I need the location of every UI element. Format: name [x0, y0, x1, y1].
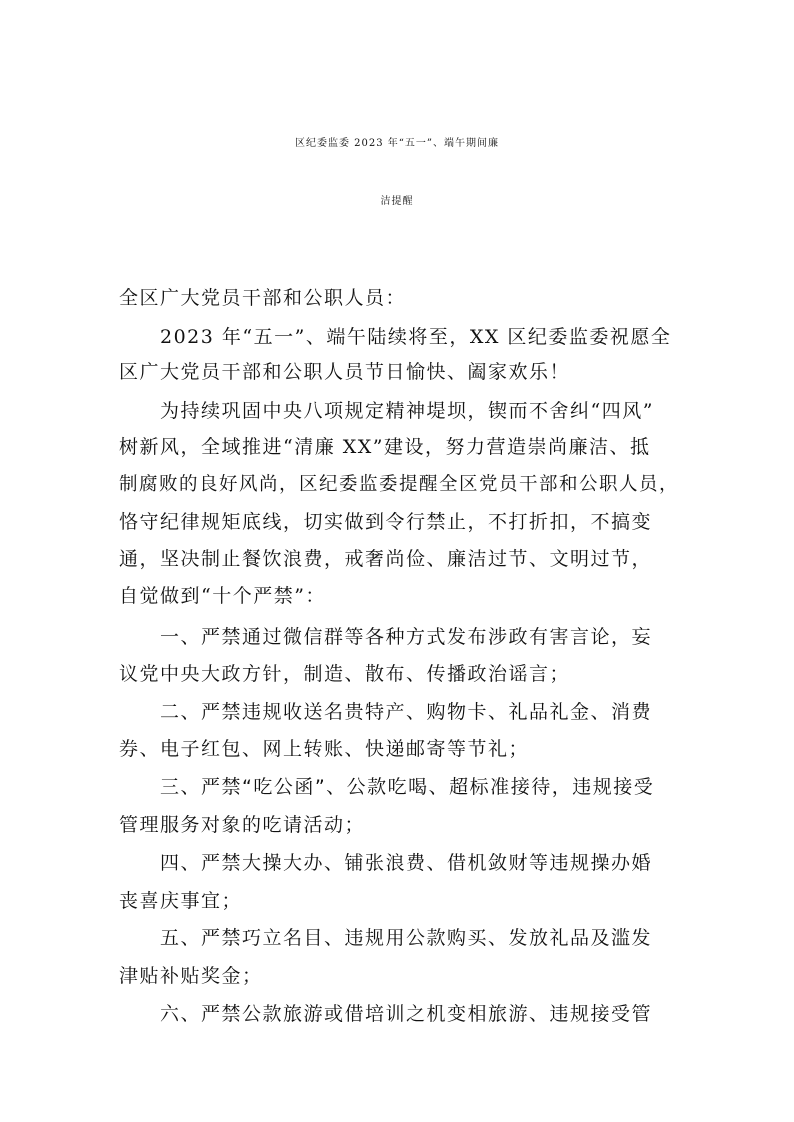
body-line: 恪守纪律规矩底线，切实做到令行禁止，不打折扣，不搞变 [119, 511, 653, 533]
body-line: 树新风，全域推进“清廉 XX”建设，努力营造崇尚廉洁、抵 [119, 436, 651, 458]
rule-2-line-1: 二、严禁违规收送名贵特产、购物卡、礼品礼金、消费 [160, 701, 653, 723]
body-line: 制腐败的良好风尚，区纪委监委提醒全区党员干部和公职人员， [119, 474, 680, 495]
document-title-line-2: 洁提醒 [380, 196, 414, 207]
body-line: 为持续巩固中央八项规定精神堤坝，锲而不舍纠“四风” [160, 400, 654, 422]
intro-line: 2023 年“五一”、端午陆续将至，XX 区纪委监委祝愿全 [160, 326, 672, 348]
rule-4-line-1: 四、严禁大操大办、铺张浪费、借机敛财等违规操办婚 [160, 852, 653, 874]
document-title-line-1: 区纪委监委 2023 年“五一”、端午期间廉 [294, 138, 500, 149]
rule-3-line-2: 管理服务对象的吃请活动； [119, 814, 366, 836]
rule-5-line-2: 津贴补贴奖金； [119, 965, 263, 987]
rule-3-line-1: 三、严禁“吃公函”、公款吃喝、超标准接待，违规接受 [160, 776, 655, 798]
rule-5-line-1: 五、严禁巧立名目、违规用公款购买、发放礼品及滥发 [160, 927, 653, 949]
intro-line: 区广大党员干部和公职人员节日愉快、阖家欢乐！ [119, 361, 571, 383]
rule-6-line-1: 六、严禁公款旅游或借培训之机变相旅游、违规接受管 [160, 1003, 653, 1025]
rule-1-line-1: 一、严禁通过微信群等各种方式发布涉政有害言论，妄 [160, 626, 653, 648]
rule-1-line-2: 议党中央大政方针，制造、散布、传播政治谣言； [119, 663, 571, 685]
body-line: 自觉做到“十个严禁”： [119, 585, 326, 607]
rule-4-line-2: 丧喜庆事宜； [119, 890, 243, 912]
body-line: 通，坚决制止餐饮浪费，戒奢尚俭、廉洁过节、文明过节， [119, 548, 653, 570]
rule-2-line-2: 券、电子红包、网上转账、快递邮寄等节礼； [119, 738, 530, 760]
salutation: 全区广大党员干部和公职人员： [119, 287, 407, 309]
